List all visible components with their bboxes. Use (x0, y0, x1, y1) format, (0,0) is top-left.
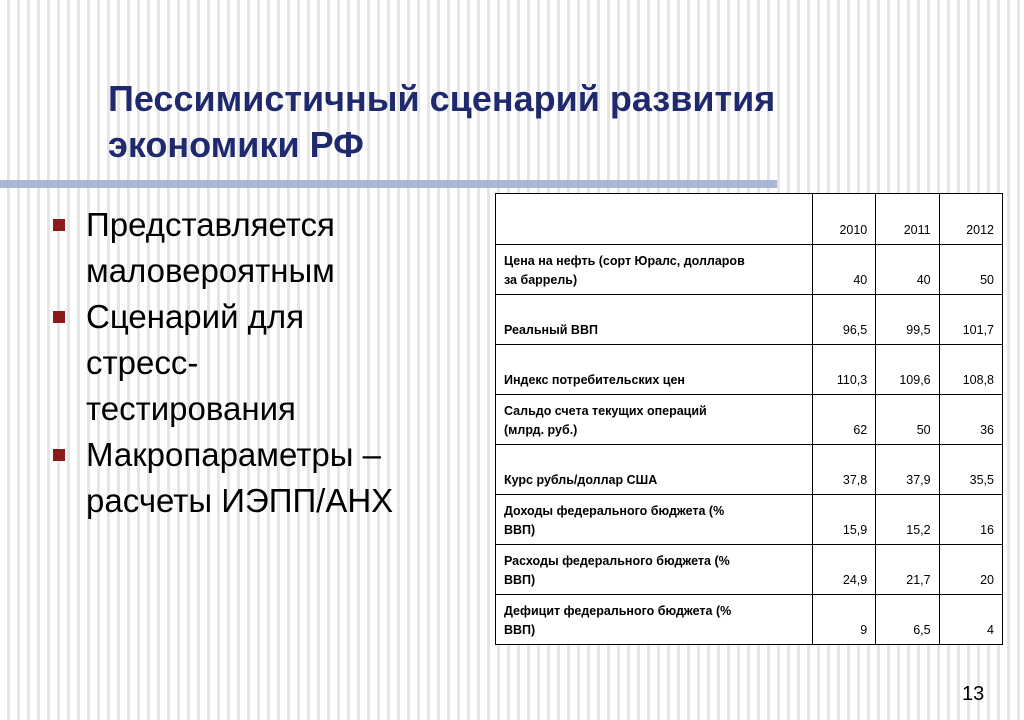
row-label (496, 345, 813, 395)
table-cell: 35,5 (939, 445, 1002, 495)
slide-title-line-1: Пессимистичный сценарий развития (108, 78, 776, 119)
slide-title (108, 76, 988, 168)
column-header-2011: 2011 (876, 194, 939, 245)
table-corner-cell (496, 194, 813, 245)
table-header-row (496, 194, 1003, 245)
table-cell: 15,2 (876, 495, 939, 545)
table-row (496, 545, 1003, 595)
table-row (496, 295, 1003, 345)
row-label-line: (млрд. руб.) (504, 423, 578, 437)
table-cell: 99,5 (876, 295, 939, 345)
table-cell: 110,3 (812, 345, 875, 395)
table-cell: 62 (812, 395, 875, 445)
table-cell: 20 (939, 545, 1002, 595)
bullet-text-line: расчеты ИЭПП/АНХ (86, 482, 394, 519)
bullet-list (48, 202, 478, 524)
row-label-line: ВВП) (504, 623, 536, 637)
table-cell: 9 (812, 595, 875, 645)
bullet-item (48, 202, 478, 294)
bullet-text-line: Представляется (86, 206, 335, 243)
square-bullet-icon (53, 311, 65, 323)
column-header-2010: 2010 (812, 194, 875, 245)
table-row (496, 595, 1003, 645)
table-cell: 24,9 (812, 545, 875, 595)
square-bullet-icon (53, 449, 65, 461)
bullet-text-line: маловероятным (86, 252, 335, 289)
table-cell: 4 (939, 595, 1002, 645)
row-label (496, 495, 813, 545)
table-cell: 108,8 (939, 345, 1002, 395)
bullet-item (48, 294, 478, 432)
row-label-line: Цена на нефть (сорт Юралс, долларов (504, 254, 745, 268)
row-label (496, 295, 813, 345)
row-label-line: Курс рубль/доллар США (504, 473, 658, 487)
row-label (496, 545, 813, 595)
table-cell: 40 (812, 245, 875, 295)
row-label-line: ВВП) (504, 523, 536, 537)
row-label-line: Реальный ВВП (504, 323, 598, 337)
bullet-text-line: тестирования (86, 390, 296, 427)
row-label (496, 595, 813, 645)
row-label-line: Индекс потребительских цен (504, 373, 685, 387)
row-label (496, 445, 813, 495)
table-cell: 96,5 (812, 295, 875, 345)
table-cell: 15,9 (812, 495, 875, 545)
title-divider (0, 180, 777, 188)
row-label-line: за баррель) (504, 273, 578, 287)
row-label-line: Дефицит федерального бюджета (% (504, 604, 732, 618)
table-cell: 50 (939, 245, 1002, 295)
table-row (496, 345, 1003, 395)
page-number: 13 (962, 683, 985, 705)
row-label-line: Доходы федерального бюджета (% (504, 504, 725, 518)
table-row (496, 245, 1003, 295)
table-cell: 37,8 (812, 445, 875, 495)
table-cell: 21,7 (876, 545, 939, 595)
table-cell: 16 (939, 495, 1002, 545)
table-cell: 40 (876, 245, 939, 295)
table-cell: 36 (939, 395, 1002, 445)
bullet-text-line: Макропараметры – (86, 436, 381, 473)
table-cell: 109,6 (876, 345, 939, 395)
bullet-text-line: Сценарий для (86, 298, 305, 335)
table-cell: 37,9 (876, 445, 939, 495)
column-header-2012: 2012 (939, 194, 1002, 245)
row-label-line: Сальдо счета текущих операций (504, 404, 707, 418)
row-label (496, 395, 813, 445)
table-row (496, 445, 1003, 495)
table-cell: 101,7 (939, 295, 1002, 345)
row-label-line: Расходы федерального бюджета (% (504, 554, 730, 568)
table-row (496, 395, 1003, 445)
table-cell: 50 (876, 395, 939, 445)
bullet-item (48, 432, 478, 524)
bullet-text-line: стресс- (86, 344, 199, 381)
table-row (496, 495, 1003, 545)
row-label-line: ВВП) (504, 573, 536, 587)
table-cell: 6,5 (876, 595, 939, 645)
row-label (496, 245, 813, 295)
square-bullet-icon (53, 219, 65, 231)
forecast-table (495, 193, 1003, 645)
slide-title-line-2: экономики РФ (108, 124, 364, 165)
